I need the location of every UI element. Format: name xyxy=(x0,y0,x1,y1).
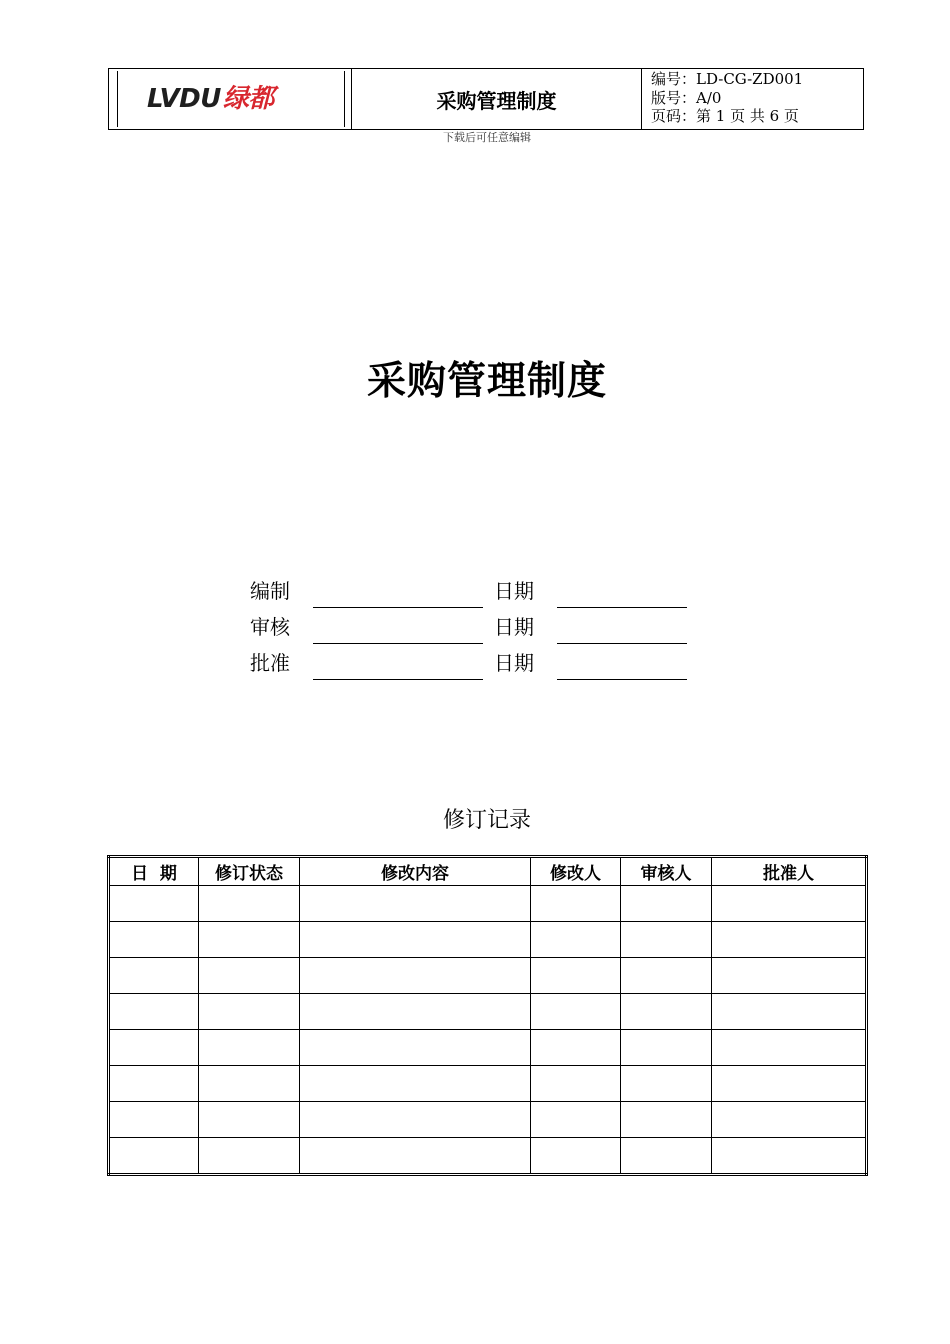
table-cell[interactable] xyxy=(199,994,300,1030)
signoff-label-reviewed: 审核 xyxy=(250,615,290,639)
logo-chinese: 绿都 xyxy=(222,84,274,114)
table-cell[interactable] xyxy=(199,1030,300,1066)
table-cell[interactable] xyxy=(199,1102,300,1138)
signoff-date-label-prepared: 日期 xyxy=(494,579,534,603)
table-cell[interactable] xyxy=(300,1138,531,1175)
company-logo xyxy=(147,83,274,115)
table-cell[interactable] xyxy=(300,922,531,958)
table-cell[interactable] xyxy=(621,1030,712,1066)
table-cell[interactable] xyxy=(621,886,712,922)
table-cell[interactable] xyxy=(109,886,199,922)
table-cell[interactable] xyxy=(300,1102,531,1138)
table-row xyxy=(109,886,867,922)
table-cell[interactable] xyxy=(109,1102,199,1138)
table-cell[interactable] xyxy=(621,922,712,958)
table-row xyxy=(109,1138,867,1175)
signoff-date-line-prepared[interactable] xyxy=(557,607,687,608)
column-header-reviewed-by: 审核人 xyxy=(621,857,712,886)
table-cell[interactable] xyxy=(109,994,199,1030)
table-cell[interactable] xyxy=(712,1138,867,1175)
table-cell[interactable] xyxy=(531,1138,621,1175)
signoff-line-reviewed[interactable] xyxy=(313,643,483,644)
signoff-date-line-reviewed[interactable] xyxy=(557,643,687,644)
page-number: 页码：第 1 页 共 6 页 xyxy=(651,107,799,125)
signoff-label-approved: 批准 xyxy=(250,651,290,675)
table-cell[interactable] xyxy=(199,1138,300,1175)
document-title: 采购管理制度 xyxy=(366,359,607,404)
revision-record-title: 修订记录 xyxy=(442,808,531,833)
table-cell[interactable] xyxy=(531,994,621,1030)
table-cell[interactable] xyxy=(621,1138,712,1175)
table-row xyxy=(109,1066,867,1102)
table-cell[interactable] xyxy=(712,958,867,994)
table-row xyxy=(109,1102,867,1138)
signoff-line-approved[interactable] xyxy=(313,679,483,680)
table-cell[interactable] xyxy=(199,1066,300,1102)
table-cell[interactable] xyxy=(199,958,300,994)
table-cell[interactable] xyxy=(300,886,531,922)
table-cell[interactable] xyxy=(712,922,867,958)
doc-number: 编号：LD-CG-ZD001 xyxy=(651,70,804,88)
column-header-modified-by: 修改人 xyxy=(531,857,621,886)
table-cell[interactable] xyxy=(712,886,867,922)
signoff-date-line-approved[interactable] xyxy=(557,679,687,680)
revision-table-body xyxy=(109,886,867,1175)
column-header-approved-by: 批准人 xyxy=(712,857,867,886)
table-cell[interactable] xyxy=(300,958,531,994)
column-header-date: 日 期 xyxy=(109,857,199,886)
revision-table-header xyxy=(109,857,867,886)
table-cell[interactable] xyxy=(621,994,712,1030)
signoff-label-prepared: 编制 xyxy=(250,579,290,603)
revision-table xyxy=(107,855,868,1176)
table-cell[interactable] xyxy=(109,1138,199,1175)
table-cell[interactable] xyxy=(531,1066,621,1102)
table-cell[interactable] xyxy=(712,994,867,1030)
signoff-date-label-approved: 日期 xyxy=(494,651,534,675)
table-cell[interactable] xyxy=(621,1066,712,1102)
logo-latin: LVDU xyxy=(147,84,221,114)
table-cell[interactable] xyxy=(199,886,300,922)
table-cell[interactable] xyxy=(621,958,712,994)
logo-cell xyxy=(109,69,352,129)
table-cell[interactable] xyxy=(531,1030,621,1066)
table-cell[interactable] xyxy=(109,922,199,958)
table-row xyxy=(109,994,867,1030)
table-cell[interactable] xyxy=(531,958,621,994)
table-cell[interactable] xyxy=(621,1102,712,1138)
signoff-date-label-reviewed: 日期 xyxy=(494,615,534,639)
table-cell[interactable] xyxy=(109,1030,199,1066)
doc-version: 版号：A/0 xyxy=(651,88,722,107)
table-cell[interactable] xyxy=(199,922,300,958)
table-cell[interactable] xyxy=(109,958,199,994)
table-cell[interactable] xyxy=(712,1102,867,1138)
table-cell[interactable] xyxy=(531,922,621,958)
table-cell[interactable] xyxy=(300,1030,531,1066)
document-header xyxy=(108,68,864,130)
table-row xyxy=(109,958,867,994)
table-cell[interactable] xyxy=(109,1066,199,1102)
table-cell[interactable] xyxy=(531,1102,621,1138)
table-row xyxy=(109,922,867,958)
table-cell[interactable] xyxy=(300,994,531,1030)
signoff-line-prepared[interactable] xyxy=(313,607,483,608)
column-header-revision-status: 修订状态 xyxy=(199,857,300,886)
table-cell[interactable] xyxy=(531,886,621,922)
table-row xyxy=(109,1030,867,1066)
header-meta xyxy=(651,70,803,126)
table-cell[interactable] xyxy=(300,1066,531,1102)
table-cell[interactable] xyxy=(712,1030,867,1066)
column-header-change-content: 修改内容 xyxy=(300,857,531,886)
watermark-text: 下载后可任意编辑 xyxy=(443,131,531,144)
table-cell[interactable] xyxy=(712,1066,867,1102)
header-title: 采购管理制度 xyxy=(352,69,642,129)
